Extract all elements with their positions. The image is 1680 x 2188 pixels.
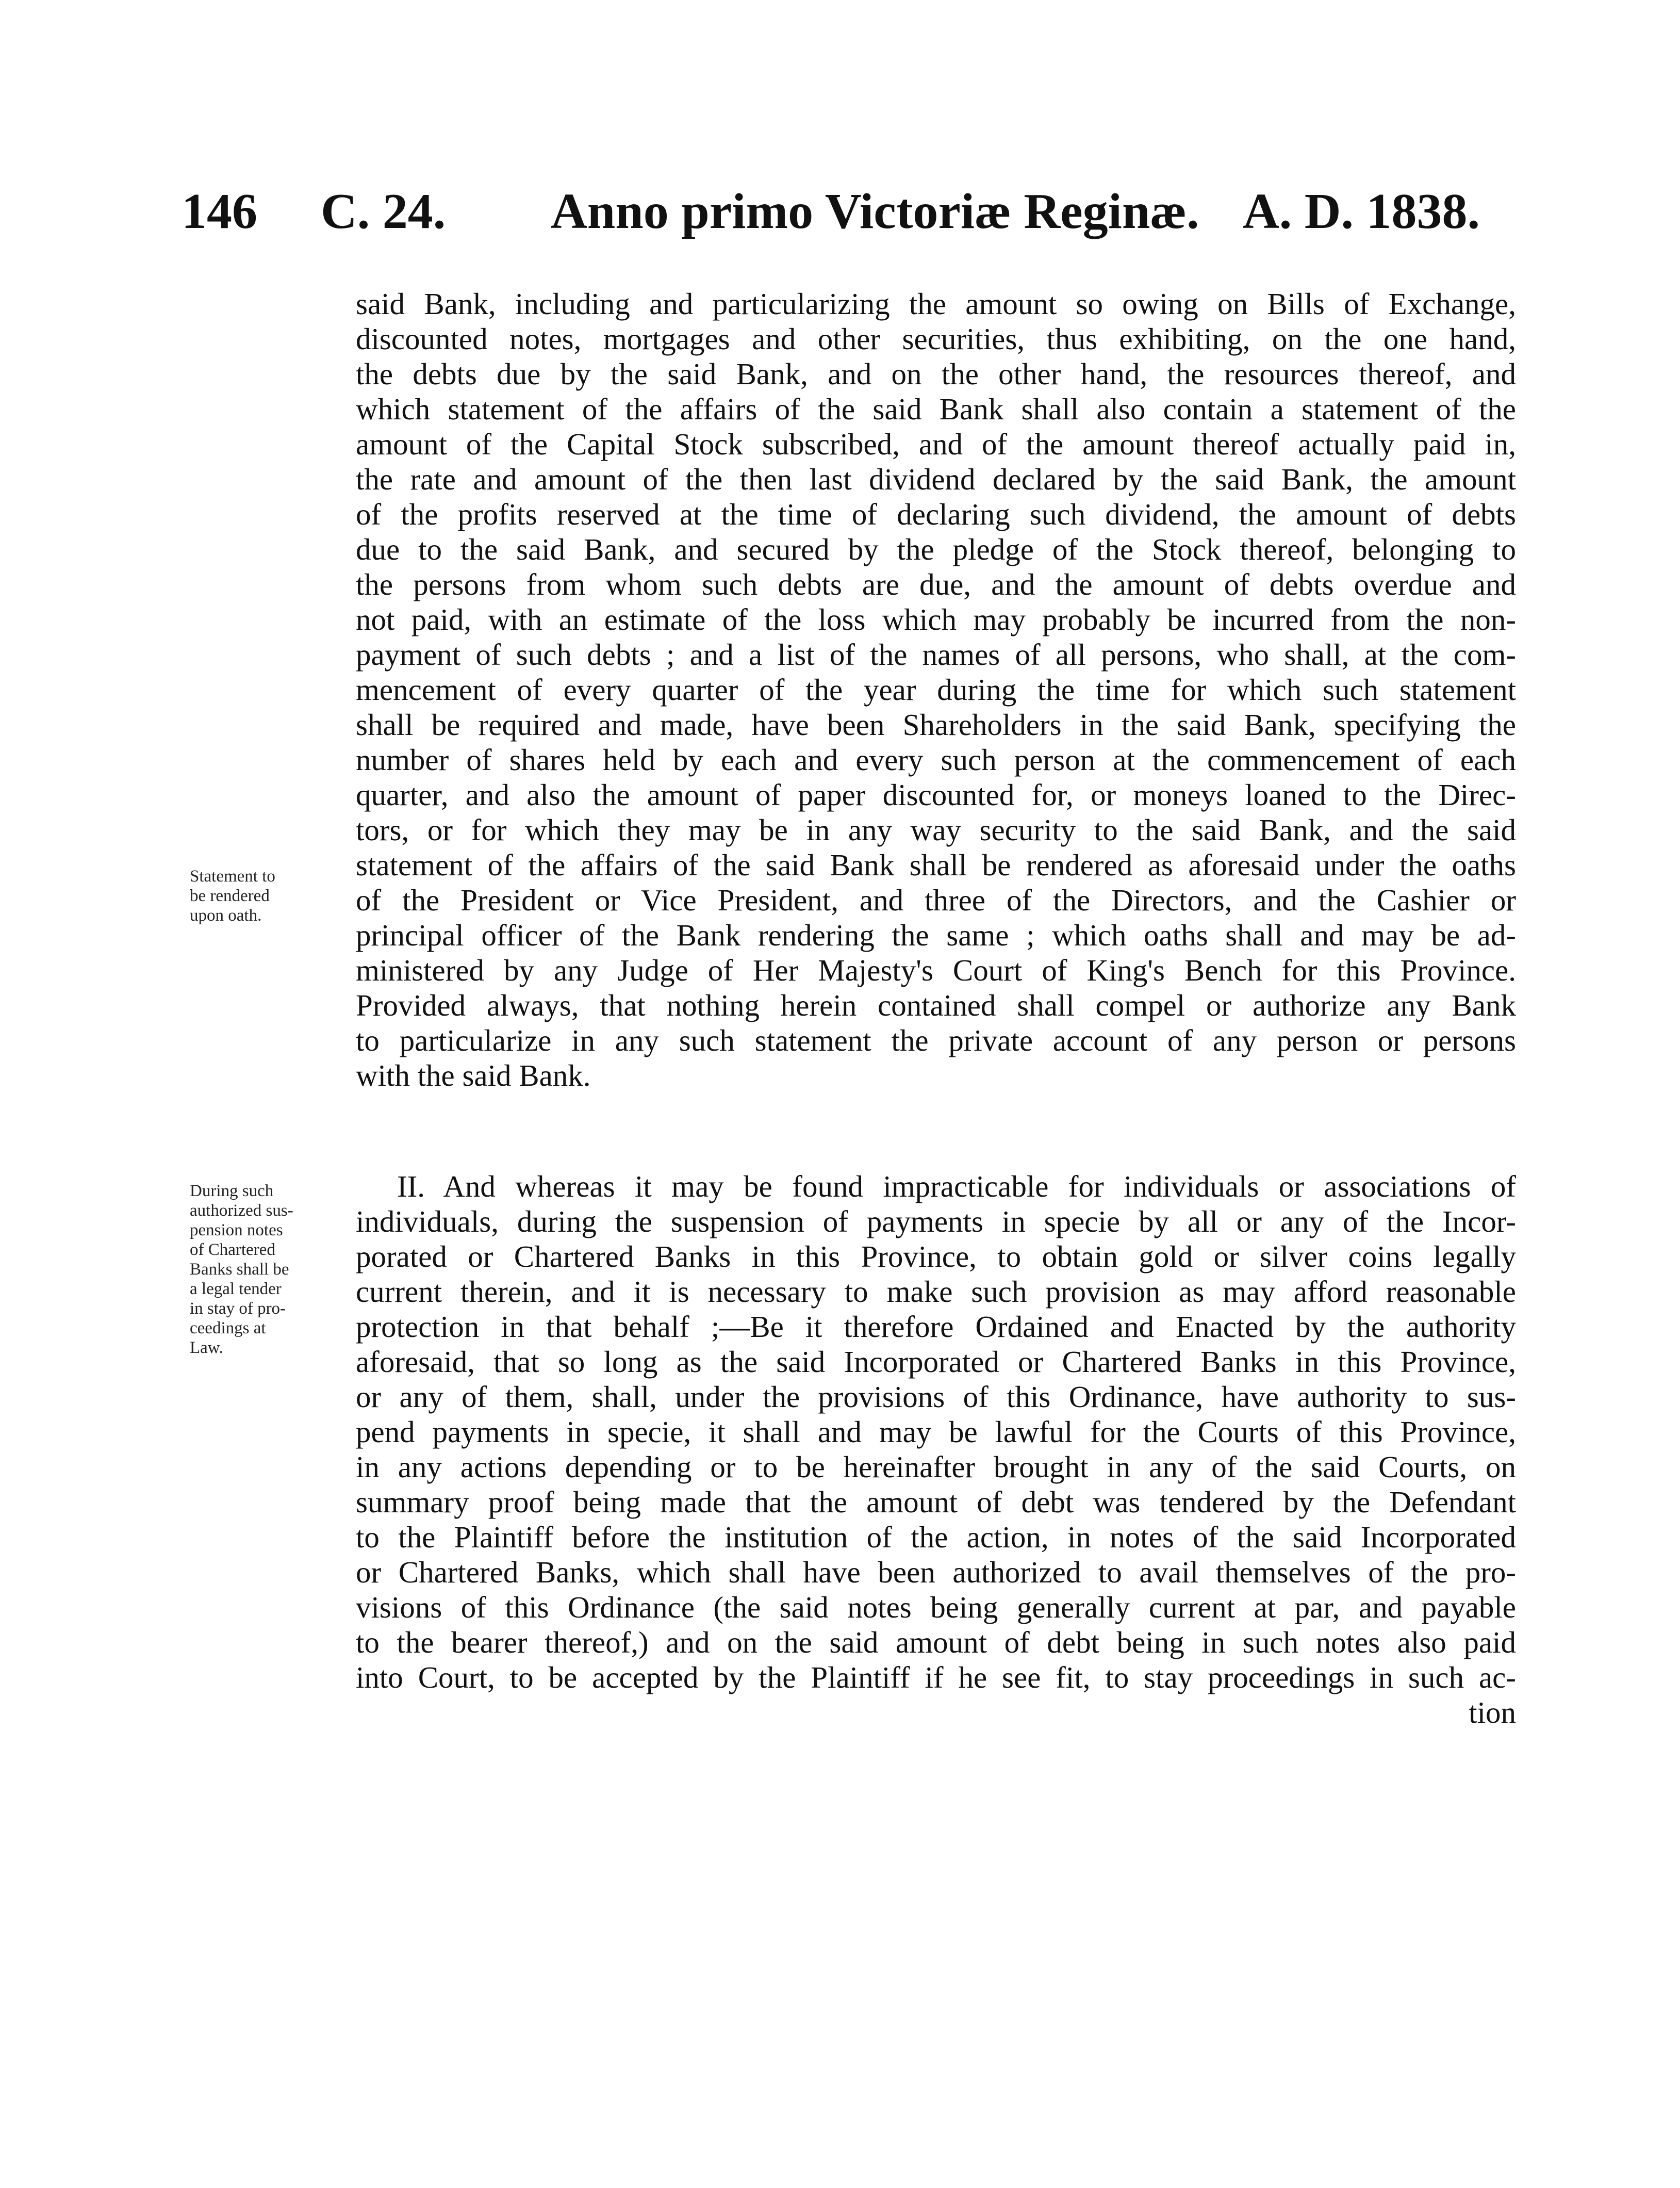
margin-note-line: in stay of pro- xyxy=(190,1299,286,1318)
margin-note-statement xyxy=(190,867,344,925)
paragraph-2-line: into Court, to be accepted by the Plaintiff if he see fit, to stay proceedings in such ac- xyxy=(356,1660,1516,1694)
margin-note-line: a legal tender xyxy=(190,1280,282,1298)
paragraph-1-line: amount of the Capital Stock subscribed, and of the amount thereof actually paid in, xyxy=(356,427,1516,461)
page-number: 146 xyxy=(182,184,257,239)
paragraph-1-line: mencement of every quarter of the year during the time for which such statement xyxy=(356,673,1516,707)
margin-note-legal-tender xyxy=(190,1181,344,1358)
paragraph-1-line: not paid, with an estimate of the loss which may probably be incurred from the non- xyxy=(356,602,1516,636)
year: A. D. 1838. xyxy=(1243,184,1480,239)
paragraph-2-line: or Chartered Banks, which shall have been authorized to avail themselves of the pro- xyxy=(356,1555,1516,1589)
margin-note-line: ceedings at xyxy=(190,1319,266,1337)
paragraph-2-line: individuals, during the suspension of payments in specie by all or any of the Incor- xyxy=(356,1204,1516,1238)
paragraph-1-line: Provided always, that nothing herein contained shall compel or authorize any Bank xyxy=(356,988,1516,1022)
paragraph-1-line: statement of the affairs of the said Bank shall be rendered as aforesaid under the oaths xyxy=(356,848,1516,882)
paragraph-1-line: number of shares held by each and every such person at the commencement of each xyxy=(356,743,1516,777)
paragraph-1-line: ministered by any Judge of Her Majesty's Court of King's Bench for this Province. xyxy=(356,953,1516,987)
paragraph-1-line: of the President or Vice President, and three of the Directors, and the Cashier or xyxy=(356,883,1516,917)
paragraph-2-line: to the bearer thereof,) and on the said amount of debt being in such notes also paid xyxy=(356,1625,1516,1659)
paragraph-1-line: due to the said Bank, and secured by the pledge of the Stock thereof, belonging to xyxy=(356,532,1516,566)
paragraph-1-line: to particularize in any such statement the private account of any person or persons xyxy=(356,1023,1516,1057)
paragraph-1-line: payment of such debts ; and a list of the names of all persons, who shall, at the com- xyxy=(356,638,1516,672)
paragraph-1-line: discounted notes, mortgages and other securities, thus exhibiting, on the one hand, xyxy=(356,322,1516,356)
paragraph-2-line: porated or Chartered Banks in this Province, to obtain gold or silver coins legally xyxy=(356,1239,1516,1273)
paragraph-1-line: with the said Bank. xyxy=(356,1058,591,1092)
paragraph-2-line: in any actions depending or to be hereinafter brought in any of the said Courts, on xyxy=(356,1450,1516,1484)
paragraph-2-line: summary proof being made that the amount of debt was tendered by the Defendant xyxy=(356,1485,1516,1519)
paragraph-1-line: the rate and amount of the then last dividend declared by the said Bank, the amount xyxy=(356,462,1516,496)
margin-note-line: Banks shall be xyxy=(190,1260,289,1279)
paragraph-2-line: II. And whereas it may be found impracticable for individuals or associations of xyxy=(397,1169,1516,1203)
paragraph-1-line: which statement of the affairs of the said Bank shall also contain a statement of the xyxy=(356,392,1516,426)
paragraph-2-line: pend payments in specie, it shall and may be lawful for the Courts of this Province, xyxy=(356,1415,1516,1449)
paragraph-2-line: visions of this Ordinance (the said notes being generally current at par, and payable xyxy=(356,1590,1516,1624)
paragraph-2-line: current therein, and it is necessary to make such provision as may afford reasonable xyxy=(356,1275,1516,1309)
running-header xyxy=(0,181,1680,242)
paragraph-1-line: the debts due by the said Bank, and on the other hand, the resources thereof, and xyxy=(356,357,1516,391)
catchword: tion xyxy=(1469,1695,1516,1729)
margin-note-line: pension notes xyxy=(190,1221,283,1239)
paragraph-1-line: of the profits reserved at the time of declaring such dividend, the amount of debts xyxy=(356,497,1516,531)
margin-note-line: Statement to xyxy=(190,867,275,886)
chapter-number: C. 24. xyxy=(321,184,446,239)
paragraph-2-line: aforesaid, that so long as the said Incorporated or Chartered Banks in this Province, xyxy=(356,1345,1516,1379)
paragraph-2-line: protection in that behalf ;—Be it therefore Ordained and Enacted by the authority xyxy=(356,1310,1516,1344)
paragraph-1-line: quarter, and also the amount of paper discounted for, or moneys loaned to the Direc- xyxy=(356,778,1516,812)
paragraph-1-line: principal officer of the Bank rendering the same ; which oaths shall and may be ad- xyxy=(356,918,1516,952)
margin-note-line: authorized sus- xyxy=(190,1201,293,1220)
paragraph-1-line: said Bank, including and particularizing the amount so owing on Bills of Exchange, xyxy=(356,287,1516,321)
paragraph-2-line: or any of them, shall, under the provisions of this Ordinance, have authority to sus- xyxy=(356,1380,1516,1414)
margin-note-line: upon oath. xyxy=(190,906,262,925)
margin-note-line: Law. xyxy=(190,1338,223,1357)
paragraph-1-line: the persons from whom such debts are due, and the amount of debts overdue and xyxy=(356,567,1516,601)
running-title: Anno primo Victoriæ Reginæ. xyxy=(551,184,1199,239)
paragraph-1-line: tors, or for which they may be in any way security to the said Bank, and the said xyxy=(356,813,1516,847)
margin-note-line: During such xyxy=(190,1182,274,1200)
margin-note-line: of Chartered xyxy=(190,1240,275,1259)
margin-note-line: be rendered xyxy=(190,887,270,905)
paragraph-2-line: to the Plaintiff before the institution of the action, in notes of the said Incorporated xyxy=(356,1520,1516,1554)
paragraph-1-line: shall be required and made, have been Shareholders in the said Bank, specifying the xyxy=(356,708,1516,742)
